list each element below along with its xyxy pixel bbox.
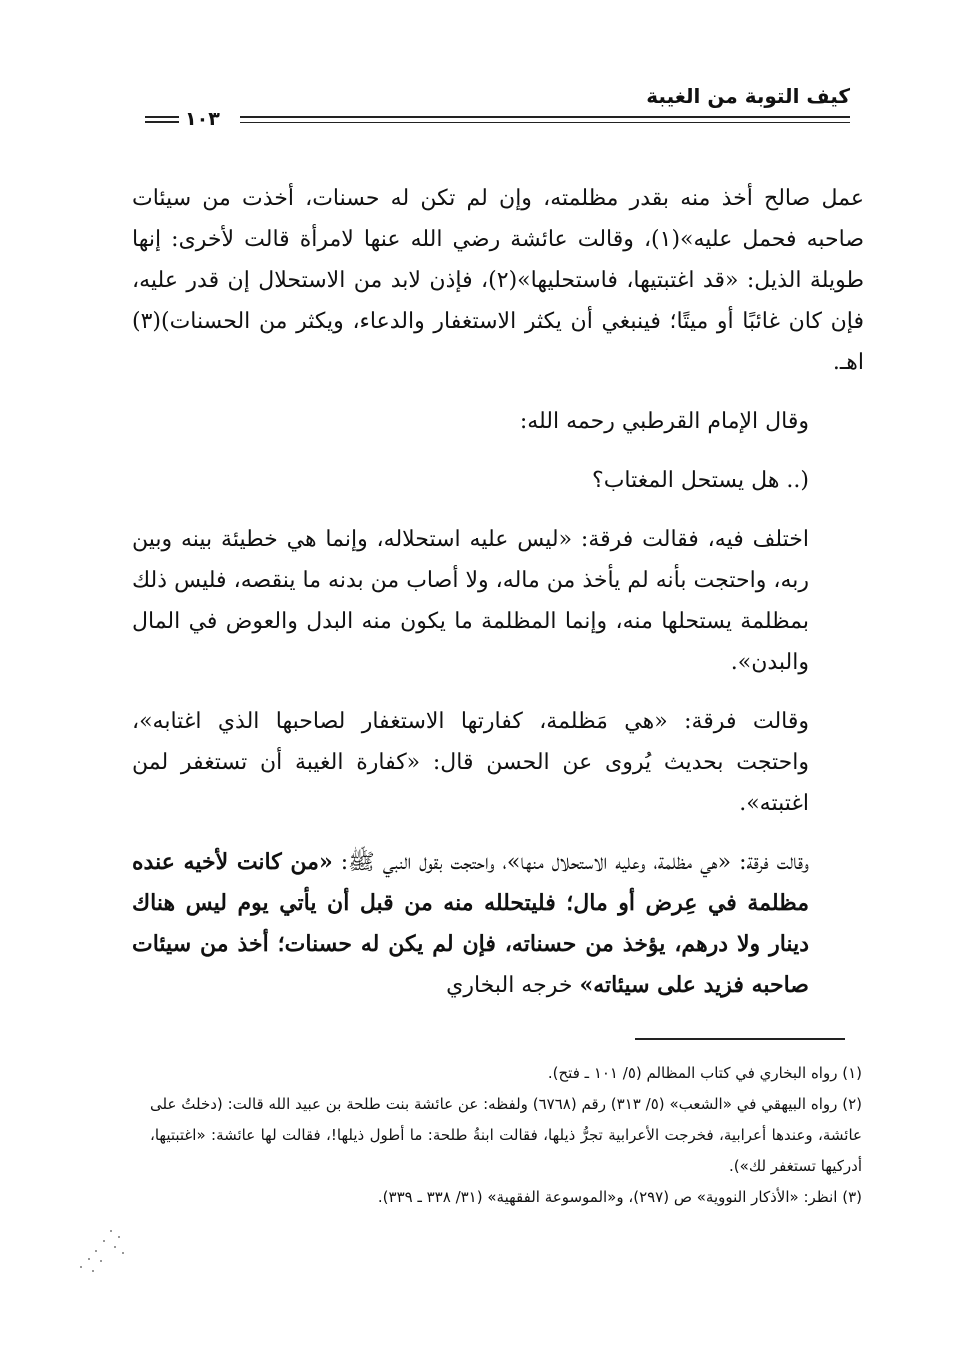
- paragraph-6-end: خرجه البخاري: [446, 973, 580, 998]
- footnote-1: (١) رواه البخاري في كتاب المظالم (٥/ ١٠١ ـ فتح).: [547, 1064, 862, 1082]
- footnote-2: (٢) رواه البيهقي في «الشعب» (٥/ ٣١٣) رقم (٦٧٦٨) ولفظه: عن عائشة بنت طلحة بن عبيد الله قالت: (دخلتُ على عائشة، وعندها أعرابية، فخرجت الأعرابية تجرُّ ذيلها، فقالت ابنةُ طلحة: ما أطول ذيلها!، فقالت لها عائشة: «اغتبتيها، أدركيها تستغفر لك»).: [150, 1095, 862, 1175]
- paragraph-4: اختلف فيه، فقالت فرقة: «ليس عليه استحلاله، وإنما هي خطيئة بينه وبين ربه، واحتجت بأنه لم يأخذ من ماله، ولا أصاب من بدنه ما ينقصه، فليس ذلك بمظلمة يستحلها منه، وإنما المظلمة ما يكون منه البدل والعوض في المال والبدن».: [132, 527, 809, 675]
- page-header: [145, 82, 850, 128]
- page-number: ١٠٣: [185, 108, 220, 130]
- running-title: كيف التوبة من الغيبة: [646, 84, 850, 108]
- paragraph-1: عمل صالح أخذ منه بقدر مظلمته، وإن لم تكن له حسنات، أخذت من سيئات صاحبه فحمل عليه»(١)، وقالت عائشة رضي الله عنها لامرأة قالت لأخرى: إنها طويلة الذيل: «قد اغتبتيها، فاستحليها»(٢)، فإذن لابد من الاستحلال إن قدر عليه، فإن كان غائبًا أو ميتًا؛ فينبغي أن يكثر الاستغفار والدعاء، ويكثر من الحسنات)(٣) اهـ.: [132, 186, 864, 375]
- page-number-rule: [145, 116, 179, 123]
- footnote-separator: [635, 1038, 845, 1040]
- scan-speckles: [70, 1230, 130, 1275]
- paragraph-2: وقال الإمام القرطبي رحمه الله:: [519, 409, 809, 434]
- paragraph-6-intro: وقالت فرقة: «هي مظلمة، وعليه الاستحلال منها»، واحتجت بقول النبي ﷺ:: [332, 850, 809, 875]
- paragraph-6: [132, 842, 864, 1006]
- hadith-quote: «من كانت لأخيه عنده مظلمة في عِرض أو مال؛ فليتحلله منه من قبل أن يأتي يوم ليس هناك دينار ولا درهم، يؤخذ من حسناته، فإن لم يكن له حسنات؛ أخذ من سيئات صاحبه فزيد على سيئاته»: [132, 849, 809, 998]
- main-text: [132, 178, 864, 1024]
- paragraph-3: (.. هل يستحل المغتاب؟: [592, 468, 809, 493]
- header-rule: [240, 116, 850, 123]
- paragraph-5: وقالت فرقة: «هي مَظلمة، كفارتها الاستغفار لصاحبها الذي اغتابه»، واحتجت بحديث يُروى عن الحسن قال: «كفارة الغيبة أن تستغفر لمن اغتبته».: [132, 709, 809, 816]
- footnotes: [150, 1058, 862, 1213]
- footnote-3: (٣) انظر: «الأذكار النووية» ص (٢٩٧)، و«الموسوعة الفقهية» (٣١/ ٣٣٨ ـ ٣٣٩).: [377, 1188, 862, 1206]
